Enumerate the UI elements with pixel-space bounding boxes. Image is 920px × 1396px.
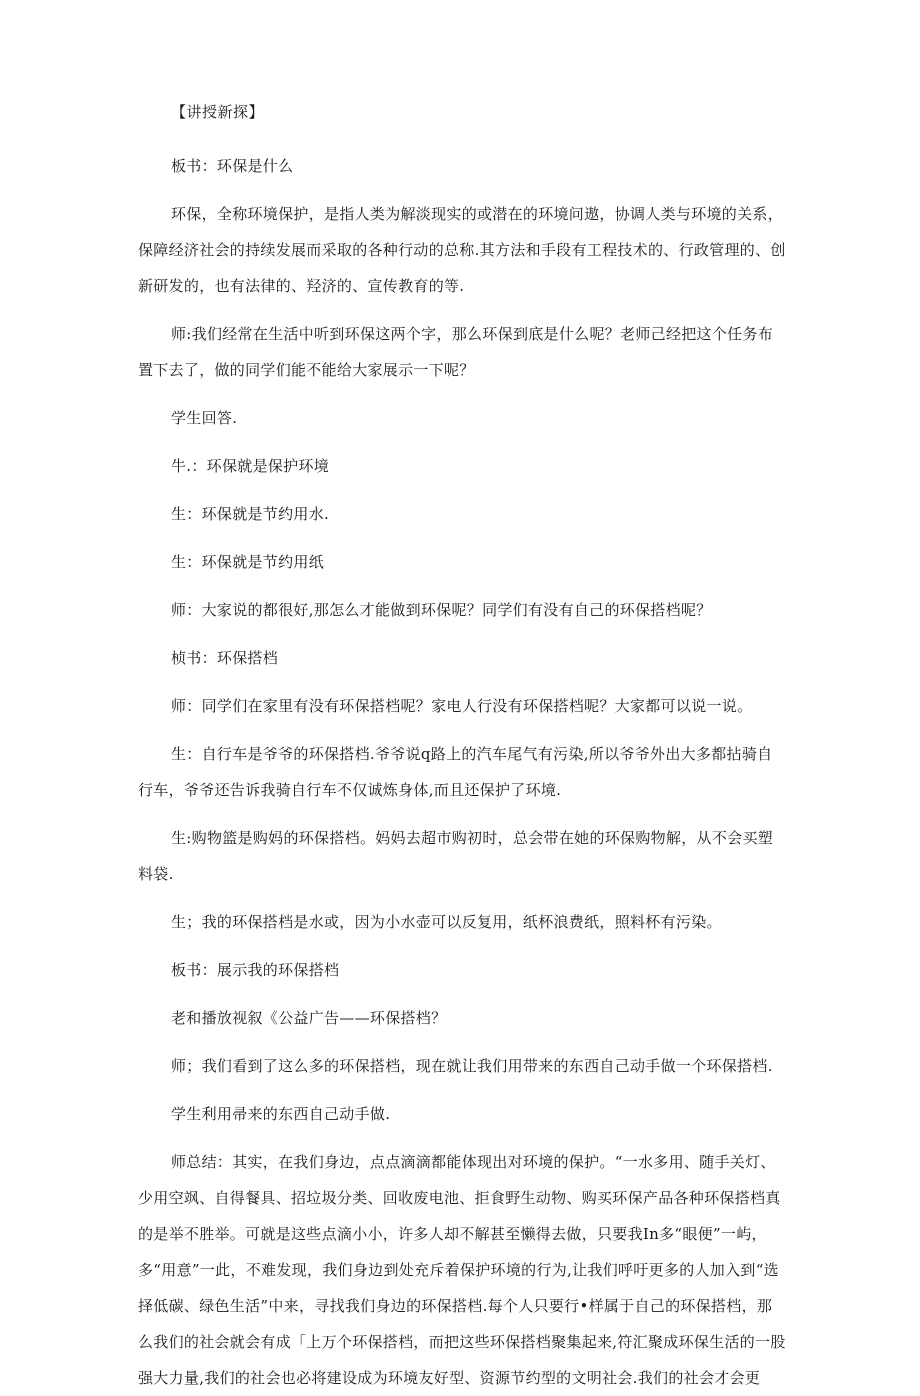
teacher-question-3: 师：同学们在家里有没有环保搭档呢？家电人行没有环保搭档呢？大家都可以说一说。 [171,697,753,715]
document-body [138,148,786,1396]
student-answer-4: 生：自行车是爷爷的环保搭档.爷爷说q路上的汽车尾气有污染,所以爷爷外出大多都拈骑自行车，爷爷还告诉我骑自行车不仅诚炼身体,而且还保护了环境. [138,745,773,799]
student-answer-3: 生：环保就是节约用纸 [171,553,325,571]
student-answer-6: 生；我的环保搭档是水或，因为小水壶可以反复用，纸杯浪费纸，照料杯有污染。 [171,913,722,931]
definition-paragraph: 环保，全称环境保护，是指人类为解淡现实的或潜在的环境问遨，协调人类与环境的关系，保障经济社会的持续发展而采取的各种行动的总称.其方法和手段有工程技术的、行政管理的、创新研发的，也有法律的、羟济的、宣传教育的等. [138,205,786,295]
student-activity: 学生利用帚来的东西自己动手做. [171,1105,391,1123]
student-answer-1: 牛.：环保就是保护环境 [171,457,330,475]
teacher-summary: 师总结：其实，在我们身边，点点滴滴都能体现出对环境的保护。“一水多用、随手关灯、少用空飒、自得餐具、招垃圾分类、回收废电池、拒食野生动物、购买环保产品各种环保搭档真的是举不胜举。可就是这些点滴小小，许多人却不解甚至懒得去做，只要我In多“眼便”一屿，多“用意”一此，不难发现，我们身边到处充斥着保护环境的行为,让我们呼吁更多的人加入到“选择低碳、绿色生活”中来，寻找我们身边的环保搭档.每个人只要行•样属于自己的环保搭档，那么我们的社会就会有成「上万个环保搭档，而把这些环保搭档聚集起来,符汇聚成环保生活的一股强大力量,我们的社会也必将建设成为环境友好型、资源节约型的文明社会.我们的社会才会更 [138,1153,786,1387]
section-heading: 【讲授新探】 [171,103,265,121]
board-note-3: 板书：展示我的环保搭档 [171,961,340,979]
teacher-question-1: 师:我们经常在生活中听到环保这两个字，那么环保到底是什么呢？老师己经把这个任务布置下去了，做的同学们能不能给大家展示一下呢？ [138,325,774,379]
teacher-question-2: 师：大家说的都很好,那怎么才能做到环保呢？同学们有没有自己的环保搭档呢？ [171,601,712,619]
student-answer-2: 生：环保就是节约用水. [171,505,330,523]
teacher-instruction: 师；我们看到了这么多的环保搭档，现在就让我们用带来的东西自己动手做一个环保搭档. [171,1057,773,1075]
student-answer-intro: 学生回答. [171,409,238,427]
board-note-2: 桢书：环保搭档 [171,649,279,667]
teacher-video-note: 老和播放视叙《公益广告——环保搭档？ [171,1009,447,1027]
student-answer-5: 生:购物篮是购妈的环保搭档。妈妈去超市购初时，总会带在她的环保购物解，从不会买塑料袋. [138,829,774,883]
board-note-1: 板书：环保是什么 [171,157,294,175]
